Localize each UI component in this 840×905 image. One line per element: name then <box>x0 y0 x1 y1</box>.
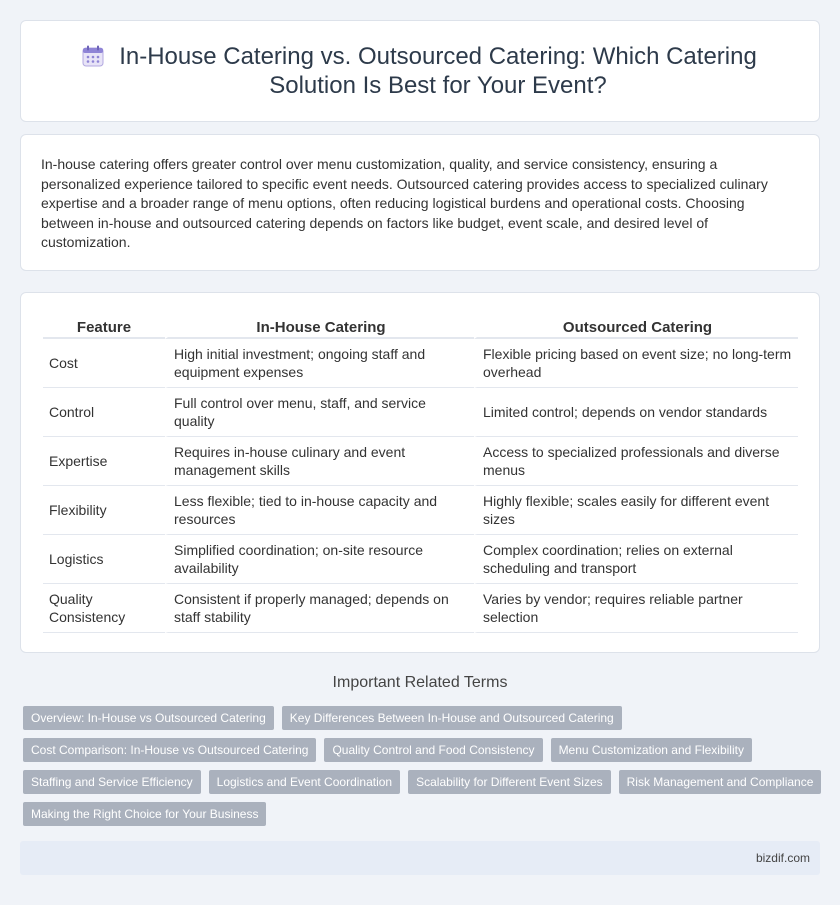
feature-cell: Cost <box>43 339 165 388</box>
related-term-tag[interactable]: Quality Control and Food Consistency <box>324 738 542 762</box>
intro-paragraph: In-house catering offers greater control over menu customization, quality, and service consistency, ensuring a personalized experience tailored to specific event needs. Outsourced catering provides access to specialized culinary expertise and a broader range of menu options, often reducing logistical burdens and operational costs. Choosing between in-house and outsourced catering depends on factors like budget, event scale, and desired level of customization. <box>41 156 768 250</box>
related-term-tag[interactable]: Key Differences Between In-House and Outsourced Catering <box>282 706 622 730</box>
related-term-tag[interactable]: Staffing and Service Efficiency <box>23 770 201 794</box>
footer-site-link[interactable]: bizdif.com <box>755 851 810 865</box>
in-house-cell: Full control over menu, staff, and service quality <box>165 388 474 437</box>
feature-cell: Flexibility <box>43 486 165 535</box>
footer <box>20 841 820 875</box>
table-row <box>43 437 798 486</box>
in-house-cell: Requires in-house culinary and event management skills <box>165 437 474 486</box>
comparison-table <box>43 309 798 633</box>
related-term-tag[interactable]: Menu Customization and Flexibility <box>551 738 752 762</box>
column-header-outsourced: Outsourced Catering <box>474 309 798 339</box>
in-house-cell: Simplified coordination; on-site resource availability <box>165 535 474 584</box>
table-row <box>43 584 798 633</box>
feature-cell: Expertise <box>43 437 165 486</box>
related-term-tag[interactable]: Logistics and Event Coordination <box>209 770 400 794</box>
related-term-tag[interactable]: Making the Right Choice for Your Business <box>23 802 266 826</box>
related-terms-list <box>23 706 823 826</box>
outsourced-cell: Complex coordination; relies on external scheduling and transport <box>474 535 798 584</box>
feature-cell: Logistics <box>43 535 165 584</box>
page-title: In-House Catering vs. Outsourced Catering: Which Catering Solution Is Best for Your Event? <box>119 43 757 99</box>
feature-cell: Control <box>43 388 165 437</box>
outsourced-cell: Access to specialized professionals and diverse menus <box>474 437 798 486</box>
column-header-feature: Feature <box>43 309 165 339</box>
intro-card <box>20 134 820 271</box>
outsourced-cell: Highly flexible; scales easily for different event sizes <box>474 486 798 535</box>
outsourced-cell: Varies by vendor; requires reliable partner selection <box>474 584 798 633</box>
outsourced-cell: Limited control; depends on vendor standards <box>474 388 798 437</box>
title-card <box>20 20 820 122</box>
column-header-in-house: In-House Catering <box>165 309 474 339</box>
comparison-table-card <box>20 292 820 653</box>
title-wrap <box>82 42 758 100</box>
in-house-cell: High initial investment; ongoing staff and equipment expenses <box>165 339 474 388</box>
related-term-tag[interactable]: Overview: In-House vs Outsourced Catering <box>23 706 274 730</box>
related-term-tag[interactable]: Scalability for Different Event Sizes <box>408 770 611 794</box>
table-row <box>43 339 798 388</box>
outsourced-cell: Flexible pricing based on event size; no long-term overhead <box>474 339 798 388</box>
feature-cell: Quality Consistency <box>43 584 165 633</box>
related-term-tag[interactable]: Cost Comparison: In-House vs Outsourced Catering <box>23 738 316 762</box>
table-row <box>43 486 798 535</box>
related-term-tag[interactable]: Risk Management and Compliance <box>619 770 822 794</box>
table-row <box>43 388 798 437</box>
related-terms-heading: Important Related Terms <box>332 674 508 691</box>
in-house-cell: Less flexible; tied to in-house capacity and resources <box>165 486 474 535</box>
calendar-icon <box>82 45 104 67</box>
table-header-row <box>43 309 798 339</box>
table-row <box>43 535 798 584</box>
in-house-cell: Consistent if properly managed; depends on staff stability <box>165 584 474 633</box>
